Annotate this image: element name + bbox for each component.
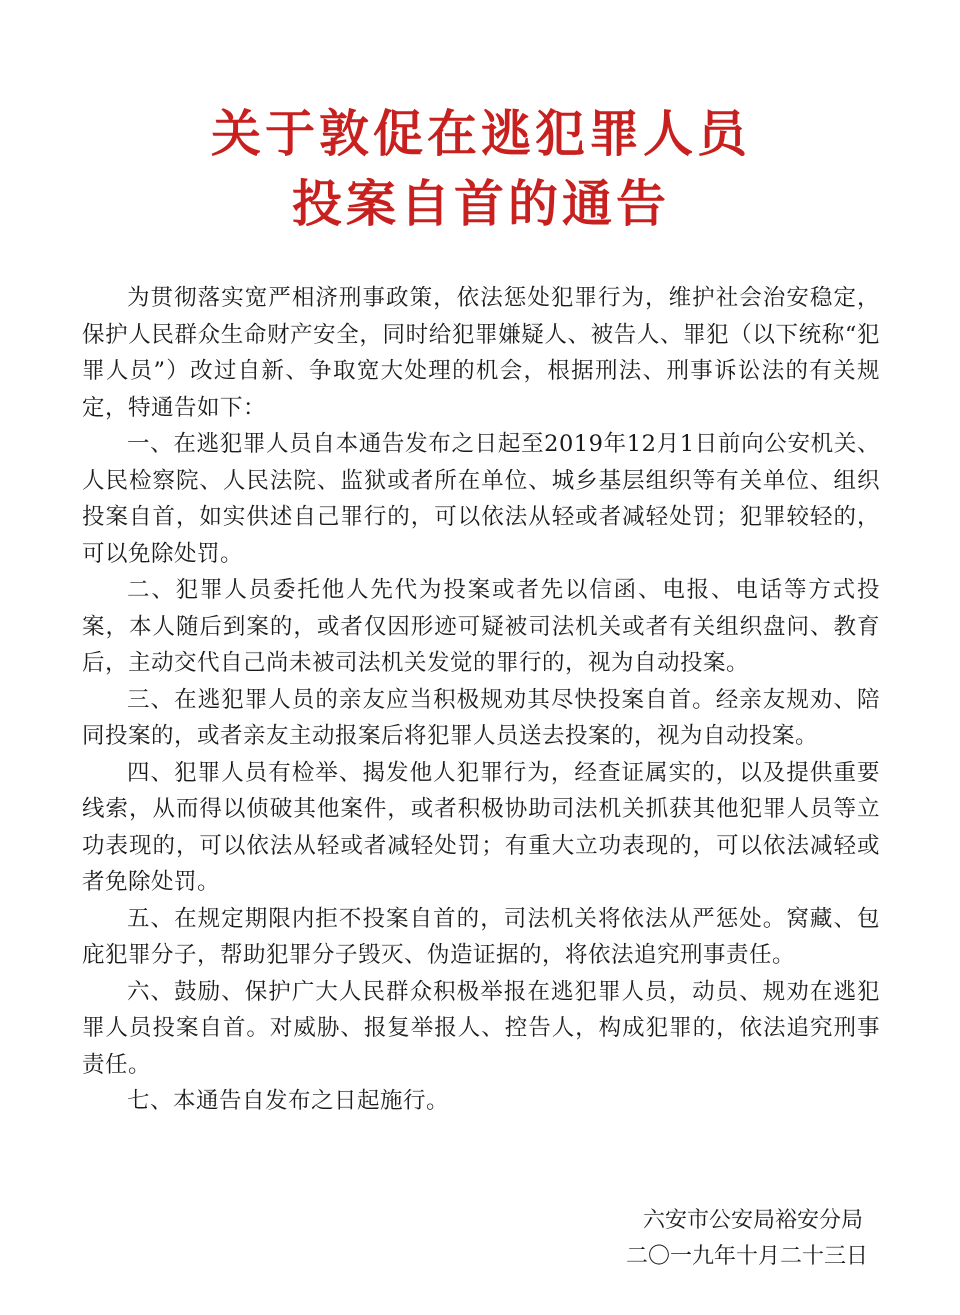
paragraph-item-5: 五、在规定期限内拒不投案自首的，司法机关将依法从严惩处。窝藏、包庇犯罪分子，帮助犯罪分子毁灭、伪造证据的，将依法追究刑事责任。 [82, 905, 880, 968]
notice-title-line1: 关于敦促在逃犯罪人员 [211, 105, 751, 163]
issuer-name: 六安市公安局裕安分局 [642, 1208, 863, 1233]
paragraph-item-1: 一、在逃犯罪人员自本通告发布之日起至2019年12月1日前向公安机关、人民检察院、人民法院、监狱或者所在单位、城乡基层组织等有关单位、组织投案自首，如实供述自己罪行的，可以依法从轻或者减轻处罚；犯罪较轻的，可以免除处罚。 [82, 431, 880, 567]
notice-body [82, 280, 880, 1120]
paragraph-item-3: 三、在逃犯罪人员的亲友应当积极规劝其尽快投案自首。经亲友规劝、陪同投案的，或者亲友主动报案后将犯罪人员送去投案的，视为自动投案。 [82, 686, 880, 749]
paragraph-item-2: 二、犯罪人员委托他人先代为投案或者先以信函、电报、电话等方式投案，本人随后到案的，或者仅因形迹可疑被司法机关或者有关组织盘问、教育后，主动交代自己尚未被司法机关发觉的罪行的，视为自动投案。 [82, 577, 880, 676]
notice-title-line2: 投案自首的通告 [292, 175, 670, 233]
paragraph-item-7: 七、本通告自发布之日起施行。 [127, 1088, 450, 1114]
paragraph-item-6: 六、鼓励、保护广大人民群众积极举报在逃犯罪人员，动员、规劝在逃犯罪人员投案自首。对威胁、报复举报人、控告人，构成犯罪的，依法追究刑事责任。 [82, 978, 880, 1078]
paragraph-intro: 为贯彻落实宽严相济刑事政策，依法惩处犯罪行为，维护社会治安稳定，保护人民群众生命财产安全，同时给犯罪嫌疑人、被告人、罪犯（以下统称“犯罪人员”）改过自新、争取宽大处理的机会，根据刑法、刑事诉讼法的有关规定，特通告如下： [82, 285, 880, 421]
issue-date: 二〇一九年十月二十三日 [625, 1244, 868, 1269]
paragraph-item-4: 四、犯罪人员有检举、揭发他人犯罪行为，经查证属实的，以及提供重要线索，从而得以侦破其他案件，或者积极协助司法机关抓获其他犯罪人员等立功表现的，可以依法从轻或者减轻处罚；有重大立功表现的，可以依法减轻或者免除处罚。 [82, 759, 880, 895]
